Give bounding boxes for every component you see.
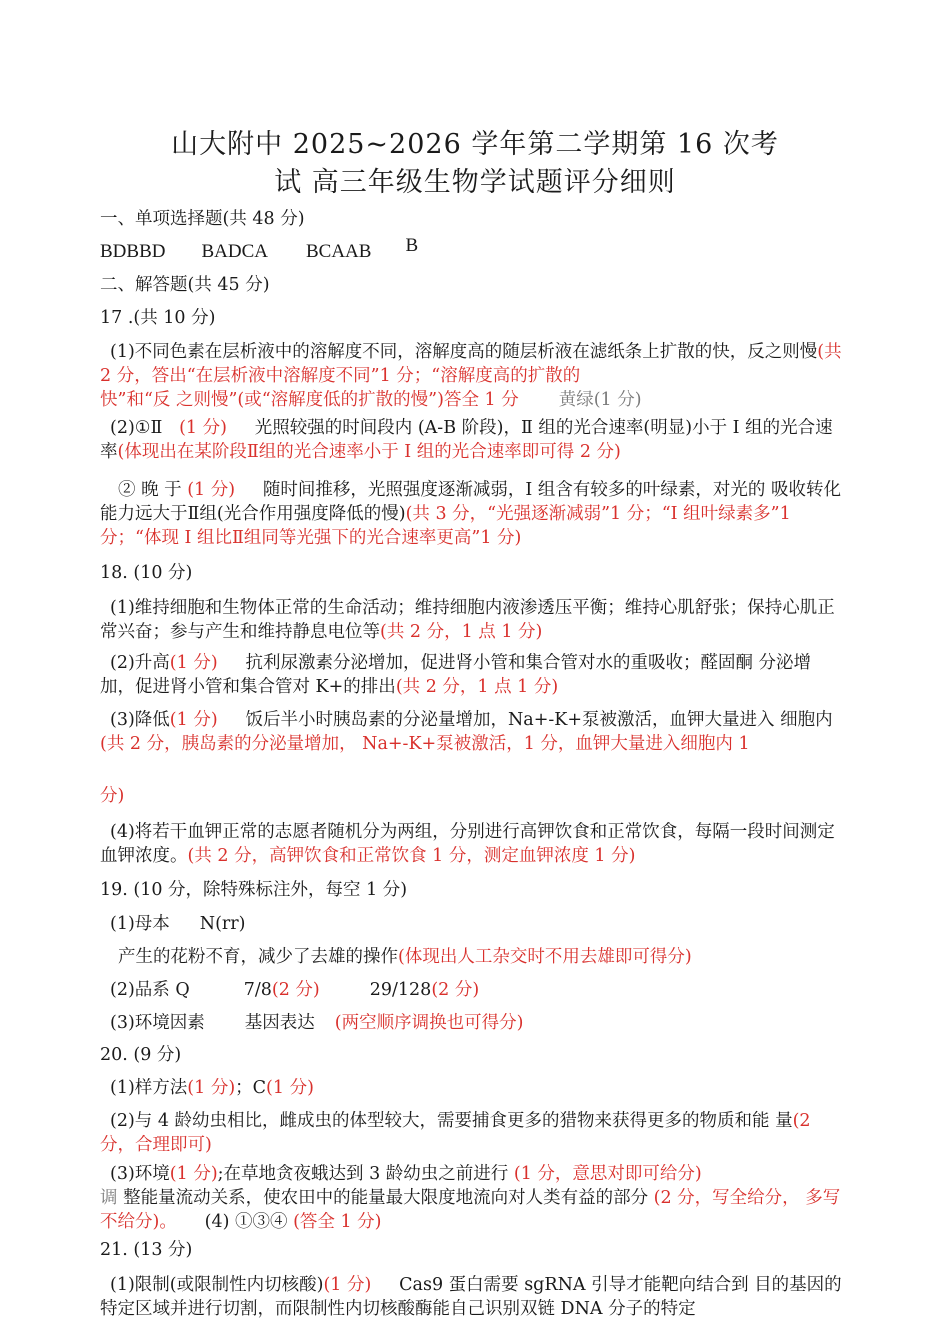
q17-part1 bbox=[100, 340, 845, 412]
q18-part2-score: (共 2 分，1 点 1 分) bbox=[395, 677, 559, 697]
q18-part1-score: (共 2 分，1 点 1 分) bbox=[380, 622, 543, 642]
q19-part1-score: (体现出人工杂交时不用去雄即可得分) bbox=[398, 947, 692, 967]
q18-part4 bbox=[100, 820, 845, 868]
section1-heading: 一、单项选择题(共 48 分) bbox=[100, 209, 305, 229]
q18-part3-score-end: 分) bbox=[100, 786, 125, 806]
q19-part3 bbox=[100, 1011, 845, 1035]
q20-part3-text: 整能量流动关系，使农田中的能量最大限度地流向对人类有益的部分 bbox=[123, 1188, 649, 1208]
q17-part1-score: (共 2 分，答出“在层析液中溶解度不同”1 分；“溶解度高的扩散的 bbox=[100, 342, 842, 386]
answer-group-2: BADCA bbox=[201, 241, 268, 262]
q20-part3 bbox=[100, 1162, 845, 1186]
q21-heading: 21. (13 分) bbox=[100, 1240, 193, 1260]
q18-part3 bbox=[100, 708, 845, 756]
q19-part2-answer3: 29/128 bbox=[369, 980, 432, 1000]
q18-part2 bbox=[100, 651, 845, 699]
q21-part1-answer: (1)限制(或限制性内切核酸) bbox=[110, 1275, 324, 1295]
q18-part2-answer-score: (1 分) bbox=[169, 653, 218, 673]
q19-part2-answer3-score: (2 分) bbox=[431, 980, 480, 1000]
q19-part1-answer1: (1)母本 bbox=[110, 914, 170, 934]
q18-part3-answer-score: (1 分) bbox=[169, 710, 218, 730]
q18-part4-text: (4)将若干血钾正常的志愿者随机分为两组，分别进行高钾饮食和正常饮食，每隔一段时间测定血钾浓度。 bbox=[100, 822, 835, 866]
q20-part1-answer1-score: (1 分) bbox=[187, 1078, 236, 1098]
q18-part1-text: (1)维持细胞和生物体正常的生命活动；维持细胞内液渗透压平衡；维持心肌舒张；保持心肌正常兴奋；参与产生和维持静息电位等 bbox=[100, 598, 835, 642]
q20-part2 bbox=[100, 1109, 845, 1157]
q20-part3-faint-char: 调 bbox=[100, 1188, 118, 1208]
q20-part3-answer2: ;在草地贪夜蛾达到 3 龄幼虫之前进行 bbox=[217, 1164, 509, 1184]
q19-part1-answer2: N(rr) bbox=[199, 914, 246, 934]
q20-part1 bbox=[100, 1076, 845, 1100]
q19-part2 bbox=[100, 978, 845, 1002]
q17-part1-answer2: 黄绿(1 分) bbox=[558, 390, 642, 410]
q17-heading: 17 .(共 10 分) bbox=[100, 308, 216, 328]
q18-part2-answer: (2)升高 bbox=[110, 653, 170, 673]
q17-part3-text: 随时间推移，光照强度逐渐减弱，I 组含有较多的叶绿素，对光的 吸收转化能力远大于Ⅱ组(光合作用强度降低的慢) bbox=[100, 480, 841, 524]
answer-group-1: BDBBD bbox=[100, 241, 166, 262]
q18-part3-score: (共 2 分，胰岛素的分泌量增加， Na+-K+泵被激活，1 分，血钾大量进入细胞内 1 bbox=[100, 734, 750, 754]
q20-part2-text: (2)与 4 龄幼虫相比，雌成虫的体型较大，需要捕食更多的猎物来获得更多的物质和能 量 bbox=[110, 1111, 793, 1131]
q20-part3-answer1-score: (1 分) bbox=[169, 1164, 218, 1184]
q19-heading: 19. (10 分，除特殊标注外，每空 1 分) bbox=[100, 880, 408, 900]
q17-part2-answer-score: (1 分) bbox=[179, 418, 227, 438]
q19-part3-answer2: 基因表达 bbox=[244, 1013, 315, 1033]
q20-part3-answer1: (3)环境 bbox=[110, 1164, 170, 1184]
q21-part1-text: Cas9 蛋白需要 sgRNA 引导才能靶向结合到 目的基因的特定区域并进行切割，而限制性内切核酸酶能自己识别双链 DNA 分子的特定 bbox=[100, 1275, 842, 1319]
q20-part1-answer2: ；C bbox=[235, 1078, 267, 1098]
q18-part3-text: 饭后半小时胰岛素的分泌量增加，Na+-K+泵被激活，血钾大量进入 细胞内 bbox=[245, 710, 833, 730]
q17-part1-text: (1)不同色素在层析液中的溶解度不同，溶解度高的随层析液在滤纸条上扩散的快，反之则慢 bbox=[110, 342, 818, 362]
q19-part3-answer1: (3)环境因素 bbox=[110, 1013, 205, 1033]
q20-part3-answer2-score: (1 分，意思对即可给分) bbox=[513, 1164, 702, 1184]
choice-answers bbox=[100, 235, 845, 264]
q17-part3-score: (共 3 分，“光强逐渐减弱”1 分；“I 组叶绿素多”1 分；“体现 I 组比Ⅱ组同等光强下的光合速率更高”1 分) bbox=[100, 504, 791, 548]
q19-part1-text: 产生的花粉不育，减少了去雄的操作 bbox=[118, 947, 398, 967]
q19-part2-answer2: 7/8 bbox=[243, 980, 272, 1000]
q19-part2-answer2-score: (2 分) bbox=[271, 980, 320, 1000]
q20-part1-answer2-score: (1 分) bbox=[266, 1078, 314, 1098]
q18-part2-text: 抗利尿激素分泌增加，促进肾小管和集合管对水的重吸收；醛固酮 分泌增加，促进肾小管和集合管对 K+的排出 bbox=[100, 653, 812, 697]
q18-part4-score: (共 2 分，高钾饮食和正常饮食 1 分，测定血钾浓度 1 分) bbox=[187, 846, 636, 866]
q19-part2-answer1: (2)品系 Q bbox=[110, 980, 190, 1000]
q19-part3-score: (两空顺序调换也可得分) bbox=[334, 1013, 524, 1033]
q17-part2-answer: (2)①Ⅱ bbox=[110, 418, 163, 438]
section2-heading: 二、解答题(共 45 分) bbox=[100, 275, 270, 295]
doc-title-line1: 山大附中 2025~2026 学年第二学期第 16 次考 bbox=[171, 129, 779, 160]
q20-part4-answer: (4) ①③④ bbox=[204, 1212, 288, 1232]
q17-part2-text: 光照较强的时间段内 (A-B 阶段)，Ⅱ 组的光合速率(明显)小于 I 组的光合速率 bbox=[100, 418, 833, 462]
answer-group-4: B bbox=[405, 235, 419, 256]
q19-part1-reason bbox=[100, 945, 845, 969]
q20-part3-cont bbox=[100, 1186, 845, 1234]
q18-heading: 18. (10 分) bbox=[100, 563, 193, 583]
q17-part1-score-cont: 快”和“反 之则慢”(或“溶解度低的扩散的慢”)答全 1 分 bbox=[100, 390, 519, 410]
q18-part1 bbox=[100, 596, 845, 644]
q19-part1 bbox=[100, 912, 845, 936]
q17-part2 bbox=[100, 416, 845, 464]
q20-part3-score: (2 分，写全给分， 多写不给分)。 bbox=[100, 1188, 841, 1232]
q20-part4-score: (答全 1 分) bbox=[293, 1212, 382, 1232]
q20-heading: 20. (9 分) bbox=[100, 1045, 182, 1065]
q17-part3-answer-score: (1 分) bbox=[187, 480, 236, 500]
q21-part1 bbox=[100, 1273, 845, 1321]
q20-part2-score: (2 分，合理即可) bbox=[100, 1111, 811, 1155]
q17-part2-score: (体现出在某阶段Ⅱ组的光合速率小于 I 组的光合速率即可得 2 分) bbox=[117, 442, 621, 462]
q21-part1-answer-score: (1 分) bbox=[323, 1275, 372, 1295]
q17-part3-answer: ② 晚 于 bbox=[118, 480, 182, 500]
q20-part1-answer1: (1)样方法 bbox=[110, 1078, 188, 1098]
q18-part3-answer: (3)降低 bbox=[110, 710, 170, 730]
doc-title-line2: 试 高三年级生物学试题评分细则 bbox=[274, 167, 676, 198]
answer-group-3: BCAAB bbox=[305, 241, 372, 262]
q17-part3 bbox=[100, 478, 845, 550]
